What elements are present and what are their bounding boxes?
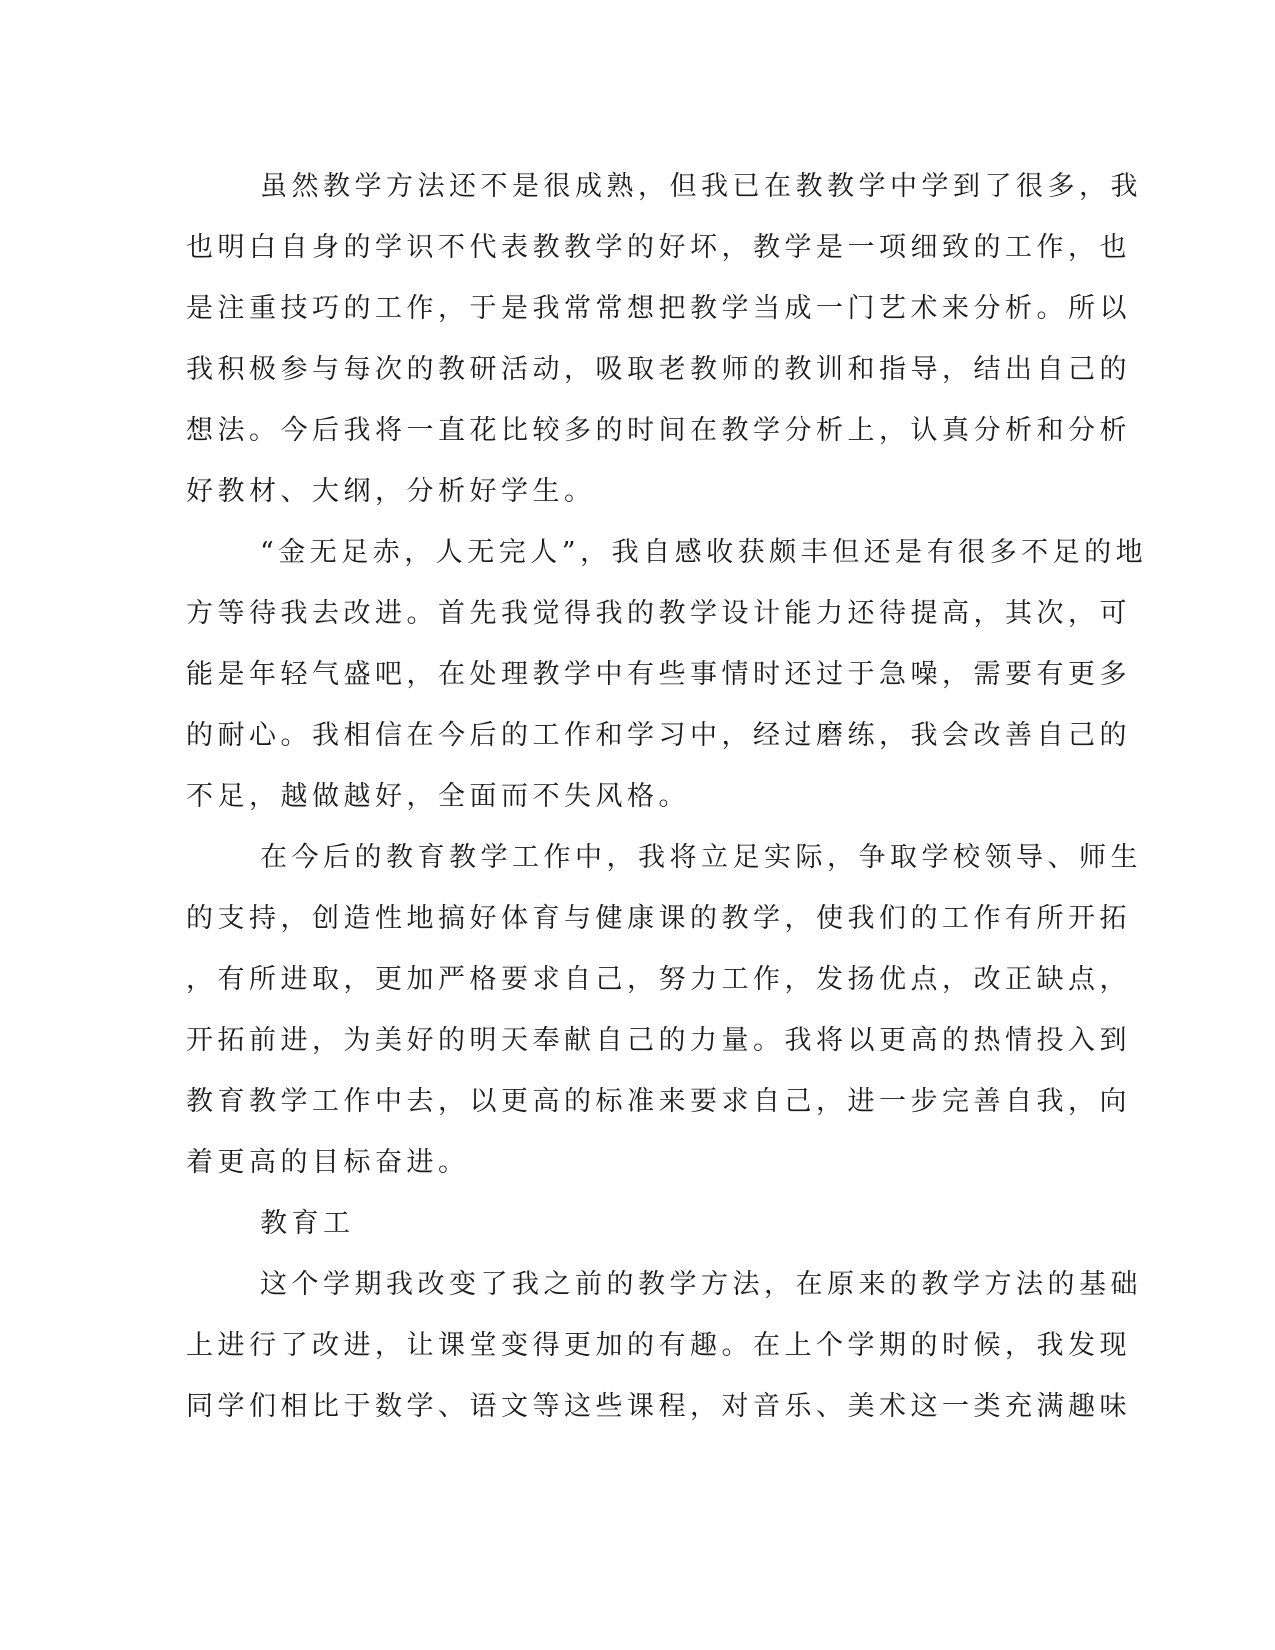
paragraph-3 <box>186 827 1142 1193</box>
paragraph-line: “金无足赤，人无完人”，我自感收获颇丰但还是有很多不足的地 <box>260 537 1148 568</box>
paragraph-4 <box>186 1254 1142 1437</box>
paragraph-line: 这个学期我改变了我之前的教学方法，在原来的教学方法的基础 <box>260 1269 1142 1300</box>
document-body <box>186 156 1148 1437</box>
paragraph-line: 着更高的目标奋进。 <box>186 1147 470 1178</box>
paragraph-line: 我积极参与每次的教研活动，吸取老教师的教训和指导，结出自己的 <box>186 354 1131 385</box>
paragraph-line: ，有所进取，更加严格要求自己，努力工作，发扬优点，改正缺点， <box>186 964 1131 995</box>
section-heading <box>186 1193 1066 1254</box>
paragraph-1 <box>186 156 1142 522</box>
paragraph-line: 开拓前进，为美好的明天奉献自己的力量。我将以更高的热情投入到 <box>186 1025 1131 1056</box>
paragraph-line: 在今后的教育教学工作中，我将立足实际，争取学校领导、师生 <box>260 842 1142 873</box>
paragraph-line: 也明白自身的学识不代表教教学的好坏，教学是一项细致的工作，也 <box>186 232 1131 263</box>
paragraph-line: 的支持，创造性地搞好体育与健康课的教学，使我们的工作有所开拓 <box>186 903 1131 934</box>
paragraph-line: 上进行了改进，让课堂变得更加的有趣。在上个学期的时候，我发现 <box>186 1330 1131 1361</box>
paragraph-line: 能是年轻气盛吧，在处理教学中有些事情时还过于急噪，需要有更多 <box>186 659 1131 690</box>
section-heading-text: 教育工 <box>260 1208 355 1239</box>
paragraph-line: 方等待我去改进。首先我觉得我的教学设计能力还待提高，其次，可 <box>186 598 1131 629</box>
paragraph-line: 想法。今后我将一直花比较多的时间在教学分析上，认真分析和分析 <box>186 415 1131 446</box>
paragraph-line: 教育教学工作中去，以更高的标准来要求自己，进一步完善自我，向 <box>186 1086 1131 1117</box>
paragraph-line: 是注重技巧的工作，于是我常常想把教学当成一门艺术来分析。所以 <box>186 293 1131 324</box>
paragraph-line: 的耐心。我相信在今后的工作和学习中，经过磨练，我会改善自己的 <box>186 720 1131 751</box>
paragraph-line: 不足，越做越好，全面而不失风格。 <box>186 781 690 812</box>
paragraph-2 <box>186 522 1148 827</box>
paragraph-line: 虽然教学方法还不是很成熟，但我已在教教学中学到了很多，我 <box>260 171 1142 202</box>
paragraph-line: 好教材、大纲，分析好学生。 <box>186 476 596 507</box>
paragraph-line: 同学们相比于数学、语文等这些课程，对音乐、美术这一类充满趣味 <box>186 1391 1131 1422</box>
